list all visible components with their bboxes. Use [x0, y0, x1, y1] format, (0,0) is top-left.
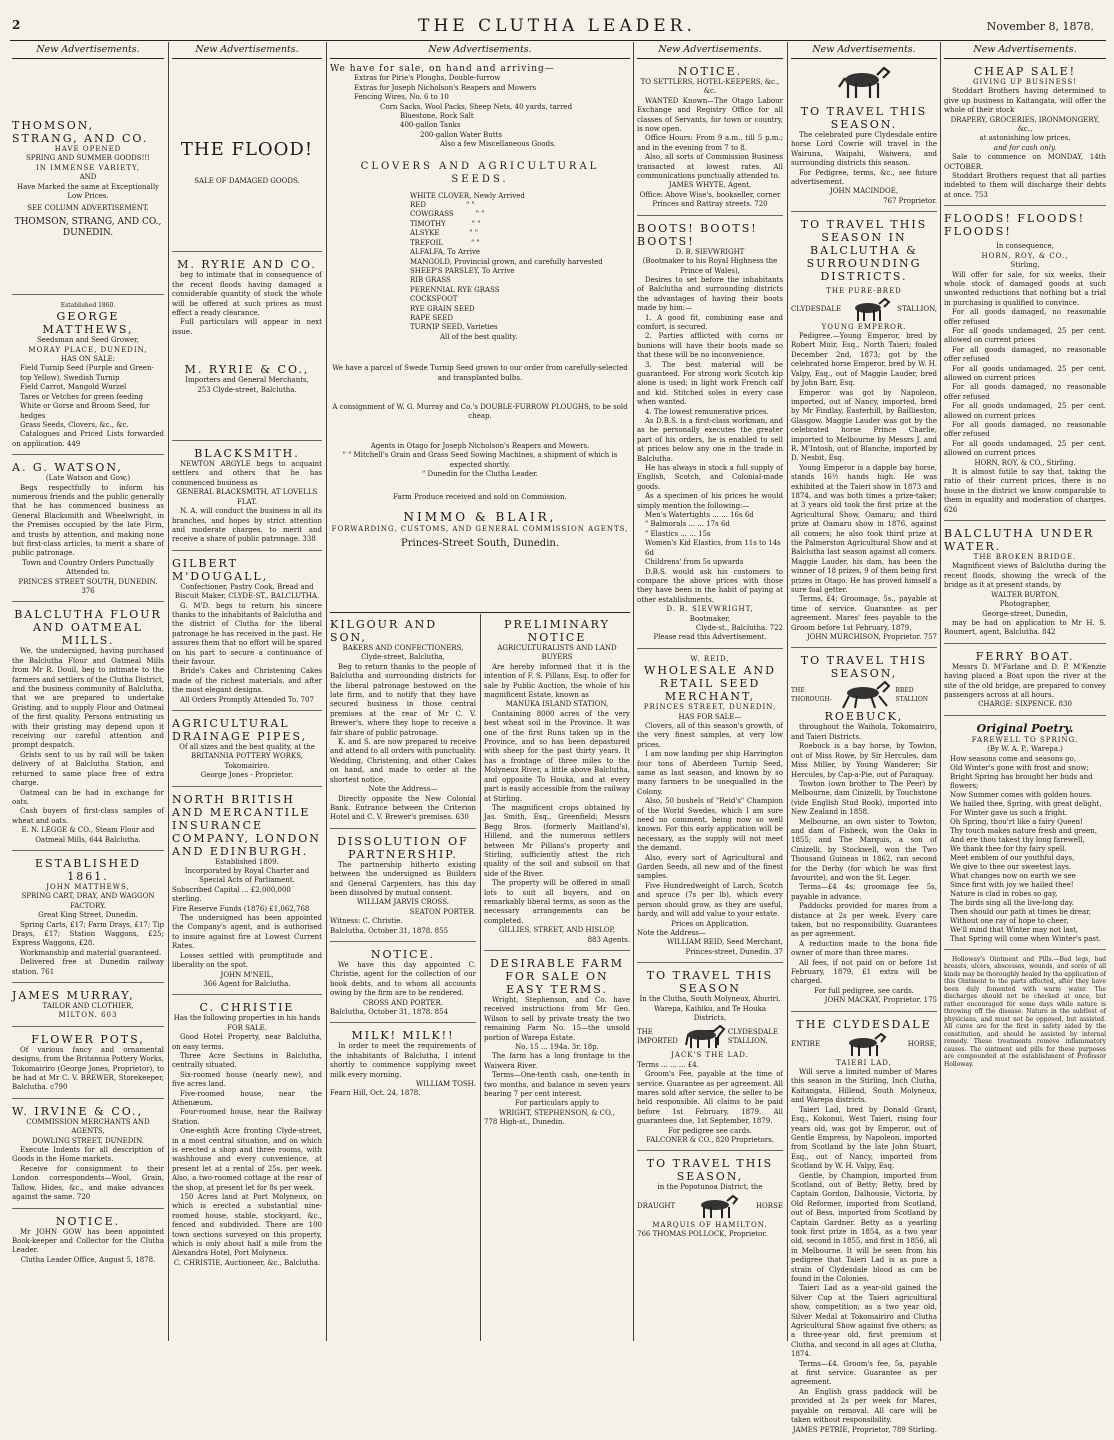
column-5 — [637, 44, 783, 1339]
ad-jacks-the-lad: TO TRAVEL THIS SEASON In the Clutha, South Molyneux, Ahuriri, Warepa, Kaihiku, and Te Houka Districts, THE IMPORTED CLYDESDALE STALLION, JACK'S THE LAD. Terms ... ... ... £4. Groom's Fee, payable at the time of service. Guarantee as per agreement. All mares sold after service, the seller to be held responsible. All claims to be paid before 1st February, 1879. All guarantees due, 1st September, 1879. For pedigree see cards. FALCONER & CO., 820 Proprietors. — [637, 969, 783, 1151]
ad-horn-roy-floods: FLOODS! FLOODS! FLOODS! In consequence, HORN, ROY, & CO., Stirling, Will offer for sale, for six weeks, their whole stock of damaged goods at such unwonted reductions that nothing but a trial in purchasing is qualified to convince. For all goods damaged, no reasonable offer refused For all goods undamaged, 25 per cent. allowed on current prices For all goods damaged, no reasonable offer refused For all goods undamaged, 25 per cent. allowed on current prices For all goods damaged, no reasonable offer refused For all goods undamaged, 25 per cent. allowed on current prices For all goods damaged, no reasonable offer refused For all goods undamaged, 25 per cent. allowed on current prices HORN, ROY, & CO., Stirling. It is almost futile to say that, taking the ratio of their current prices, there is no house in the district we know comparable to them in equality and moderation of charges. 626 — [944, 212, 1106, 521]
newspaper-title: THE CLUTHA LEADER. — [418, 16, 696, 36]
ad-drainage-pipes: AGRICULTURAL DRAINAGE PIPES, Of all sizes and the best quality, at the BRITANNIA POTTERY WORKS, Tokomairiro. George Jones - Proprietor. — [172, 717, 322, 787]
ad-blacksmith-argyle: BLACKSMITH. NEWTON ARGYLE begs to acquaint settlers and others that he has commenced business as GENERAL BLACKSMITH, AT LOVELLS FLAT. N. A. will conduct the business in all its branches, and hopes by strict attention and moderate charges, to merit and receive a share of public patronage. 338 — [172, 447, 322, 551]
horse-icon — [691, 1193, 741, 1221]
ad-roebuck: TO TRAVEL THIS SEASON, THE THOROUGH- BRED STALLION ROEBUCK, throughout the Waihola, Tokomairiro, and Taieri Districts. Roebuck is a bay horse, by Towton, out of Miss Rowe, by Sir Hercules, dam Miss Miller, by Young Wanderer; Sir Hercules, by Cap-a-Pie, out of Paraquay. Towton (own brother to The Peer) by Melbourne, dam Cinizelli, by Touchstone (vide English Stud Book), imported into New Zealand in 1858. Melbourne, an own sister to Towton, and dam of Fisbeck, won the Oaks in 1855; and The Marquis, a son of Cinizelli, by Stockwell, won the Two Thousand Guineas in 1862, ran second for the Derby (for which he was first favourite), and won the St. Leger. Terms—£4 4s; groomage fee 5s, payable in advance. Paddocks provided for mares from a distance at 2s per week. Every care taken, but no responsibility. Guarantees as per agreement. A reduction made to the bona fide owner of more than three mares. All fees, if not paid on or before 1st February, 1879, £1 extra will be charged. For full pedigree, see cards. JOHN MACKAY, Proprietor. 175 — [791, 654, 937, 1011]
ad-manuka-island: PRELIMINARY NOTICE AGRICULTURALISTS AND LAND BUYERS Are hereby informed that it is the intention of F. S. Pillans, Esq. to offer for sale by Public Auction, the whole of his magnificent Estate, known as MANUKA ISLAND STATION, Containing 8000 acres of the very best wheat soil in the Province. It was one of the first Runs taken up in the Province, and so has been depastured with sheep for the past thirty years. It has a frontage of three miles to the Molyneux River, a little above Balclutha, and opposite To Houka, and at every part is easily accessible from the railway at Stirling. The magnificent crops obtained by Jas. Smith, Esq., Greenfield; Messrs Begg Bros. (formerly Maitland's), Hillend, and the numerous settlers between Mr Pillans's property and Stirling, sufficiently attest the rich quality of the soil and subsoil on that side of the River. The property will be offered in small lots to suit all buyers, and on remarkably liberal terms, as soon as the necessary arrangements can be completed. GILLIES, STREET, AND HISLOP, 883 Agents. — [484, 618, 630, 951]
masthead — [0, 0, 1114, 40]
masthead-rule — [10, 40, 1106, 41]
ad-john-matthews: ESTABLISHED 1861. JOHN MATTHEWS, SPRING CART, DRAY, AND WAGGON FACTORY. Great King Street, Dunedin. Spring Carts, £17; Farm Drays, £17; Tip Drays, £17; Station Waggons, £25; Express Waggons, £28. Workmanship and material guaranteed. Delivered free at Dunedin railway station. 761 — [12, 857, 164, 983]
ad-balclutha-under-water: BALCLUTHA UNDER WATER. THE BROKEN BRIDGE. Magnificent views of Balclutha during the recent floods, showing the wreck of the bridge as it at present stands, by WALTER BURTON, Photographer, George-street, Dunedin, may be had on application to Mr H. S. Roumert, agent, Balclutha. 842 — [944, 527, 1106, 644]
column-1 — [12, 44, 164, 1339]
column-rule — [940, 42, 941, 1341]
column-rule — [787, 42, 788, 1341]
column-nimmo-blair — [330, 44, 630, 614]
column-rule — [168, 42, 169, 1341]
horse-icon — [846, 297, 892, 323]
column-4 — [484, 618, 630, 1338]
issue-date: November 8, 1878. — [986, 20, 1094, 33]
poem-farewell-to-spring: Original Poetry. FAREWELL TO SPRING. (By W. A. P., Warepa.) How seasons come and seasons go, Old Winter's gone with frost and snow; Bright Spring has brought her buds and flowers; Now Summer comes with golden hours. We hailed thee, Spring, with great delight, For Winter gave us such a fright. Oh Spring, thou'rt like a fairy Queen! Thy touch makes nature fresh and green, And ere thou takest thy long farewell, We thank thee for thy fairy spell. Meet emblem of our youthful days, We give to thee our sweetest lays. What changes now on earth we see Since first with joy we hailed thee! Nature is clad in robes so gay, The birds sing all the live-long day. Then should our path at times be drear, Without one ray of hope to cheer, We'll mind that Winter may not last, That Spring will come when Winter's past. — [944, 722, 1106, 950]
column-rule — [326, 42, 327, 1341]
column-rule — [633, 42, 634, 1341]
ad-ferry-boat: FERRY BOAT. Messrs D. M'Farlane and D. P. M'Kenzie having placed a Boat upon the river at the site of the old bridge, are prepared to convey passengers across at all hours. CHARGE: SIXPENCE. 830 — [944, 650, 1106, 716]
column-heading: New Advertisements. — [12, 44, 164, 59]
column-rule — [480, 614, 481, 1341]
ad-the-flood: THE FLOOD! SALE OF DAMAGED GOODS. — [172, 139, 322, 252]
ad-james-murray: JAMES MURRAY, TAILOR AND CLOTHIER, MILTON. 603 — [12, 989, 164, 1027]
column-heading: New Advertisements. — [791, 44, 937, 59]
ad-taieri-lad: THE CLYDESDALE ENTIRE HORSE, TAIERI LAD, Will serve a limited number of Mares this season in the Stirling, Inch Clutha, Kaitangata, Hillend, South Molyneux, and Warepa districts. Taieri Lad, bred by Donald Grant, Esq., Kokonui, West Taieri, rising four years old, was got by Emperor, out of Gentle Empress, by Napoleon, imported from Scotland by the late John Stuart, Esq., out of Nancy, imported from Scotland by W. H. Valpy, Esq. Gentle, by Champion, imported from Scotland, out of Betty; Betty, bred by Captain Gordon, Dalhousie, Victoria, by Old Reformer, imported from Scotland, out of Bess, imported from Scotland by Captain Gardner. Betty as a yearling took first prize in 1854, as a two year old, second in 1855, and first in 1856, all in Melbourne. It will be seen from his pedigree that Taieri Lad is as pure a strain of Clydesdale blood as can be found in the Colonies. Taieri Lad as a year-old gained the Silver Cup at the Taieri agricultural show, competition; as a two year old, Silver Medal at Tokomairiro and Clutha Agricultural Show against five others; as a three-year old, first premium at Clutha, and second in all ages at Clutha, 1874. Terms—£4. Groom's fee, 5s, payable at first service. Guarantee as per agreement. An English grass paddock will be provided at 2s per week for Mares, payable on removal. All care will be taken without responsibility. JAMES PETRIE, Proprietor, 789 Stirling. — [791, 1017, 937, 1434]
ad-nimmo-blair: We have for sale, on hand and arriving— Extras for Pirie's Ploughs, Double-furrow Extras for Joseph Nicholson's Reapers and Mowers Fencing Wires, No. 6 to 10 Corn Sacks, Wool Packs, Sheep Nets, 40 yards, tarred Bluestone, Rock Salt 400-gallon Tanks 200-gallon Water Butts Also a few Miscellaneous Goods. CLOVERS AND AGRICULTURAL SEEDS. WHITE CLOVER, Newly Arrived RED " " COWGRASS " " TIMOTHY " " ALSYKE " " TREFOIL " " ALFALFA, To Arrive MANGOLD, Provincial grown, and carefully harvested SHEEP'S PARSLEY, To Arrive RIB GRASS PERENNIAL RYE GRASS COCKSFOOT RYE GRAIN SEED RAPE SEED TURNIP SEED, Varieties All of the best quality. We have a parcel of Swede Turnip Seed grown to our order from carefully-selected and transplanted bulbs. A consignment of W. G. Murray and Co.'s DOUBLE-FURROW PLOUGHS, to be sold cheap. Agents in Otago for Joseph Nicholson's Reapers and Mowers. " " Mitchell's Grain and Grass Seed Sowing Machines, a shipment of which is expected shortly. " Dunedin for the Clutha Leader. Farm Produce received and sold on Commission. NIMMO & BLAIR, FORWARDING, CUSTOMS, AND GENERAL COMMISSION AGENTS, Princes-Street South, Dunedin. — [330, 64, 629, 550]
horse-icon — [839, 1031, 889, 1059]
column-3 — [330, 618, 476, 1338]
seed-list: WHITE CLOVER, Newly Arrived RED " " COWGRASS " " TIMOTHY " " ALSYKE " " TREFOIL " " ALFALFA, To Arrive MANGOLD, Provincial grown, and carefully harvested SHEEP'S PARSLEY, To Arrive RIB GRASS PERENNIAL RYE GRASS COCKSFOOT RYE GRAIN SEED RAPE SEED TURNIP SEED, Varieties All of the best quality. — [410, 191, 603, 341]
ad-desirable-farm: DESIRABLE FARM FOR SALE ON EASY TERMS. Wright, Stephenson, and Co. have received instructions from Mr Geo. Wilson to sell by private treaty the two remaining Farm No. 15—the unsold portion of Warepa Estate. No. 15 ... 194a. 3r. 18p. The farm has a long frontage to the Waiwera River. Terms—One-tenth cash, one-tenth in two months, and balance in seven years bearing 7 per cent interest. For particulars apply to WRIGHT, STEPHENSON, & CO., 778 High-st., Dunedin. — [484, 957, 630, 1127]
ad-stoddart-sale: CHEAP SALE! GIVING UP BUSINESS! Stoddart Brothers having determined to give up business in Kaitangata, will offer the whole of their stock DRAPERY, GROCERIES, IRONMONGERY, &c., at astonishing low prices, and for cash only. Sale to commence on MONDAY, 14th OCTOBER. Stoddart Brothers request that all parties indebted to them will discharge their debts at once. 753 — [944, 65, 1106, 206]
column-heading: New Advertisements. — [944, 44, 1106, 59]
ad-christie: C. CHRISTIE Has the following properties in his hands FOR SALE. Good Hotel Property, near Balclutha, on easy terms. Three Acre Sections in Balclutha, centrally situated. Six-roomed house (nearly new), and five acres land. Five-roomed house, near the Athenæum. Four-roomed house, near the Railway Station. One-eighth Acre fronting Clyde-street, in a most central situation, and on which is erected a shop and three rooms, with washhouse and every convenience, at present let at a rental of 25s. per week. Also, a two-roomed cottage at the rear of the shop, at present let for 8s per week. 150 Acres land at Port Molyneux, on which is erected a substantial nine-roomed house, stable, stockyard, &c., fenced and subdivided. There are 100 town sections surveyed on this property, which is only about half a mile from the Alexandra Hotel, Port Molyneux. C. CHRISTIE, Auctioneer, &c., Balclutha. — [172, 1001, 322, 1267]
ad-north-british: NORTH BRITISH AND MERCANTILE INSURANCE COMPANY, LONDON AND EDINBURGH. Established 1809. Incorporated by Royal Charter and Special Acts of Parliament. Subscribed Capital ... £2,000,000 sterling. Fire Reserve Funds (1876) £1,062,768 The undersigned has been appointed the Company's agent, and is authorised to insure against fire at Lowest Current Rates. Losses settled with promptitude and liberality on the spot. JOHN M'NEIL, 366 Agent for Balclutha. — [172, 793, 322, 996]
ad-flower-pots: FLOWER POTS, Of various fancy and ornamental designs, from the Britannia Pottery Works, Tokomairiro (George Jones, Proprietor), to be had at Mr C. V. BREWER, Storekeeper, Balclutha. c790 — [12, 1033, 164, 1099]
ad-kilgour: KILGOUR AND SON, BAKERS AND CONFECTIONERS, Clyde-street, Balclutha, Beg to return thanks to the people of Balclutha and surrounding districts for the liberal patronage bestowed on the late firm, and to notify that they have secured business in those central premises at the rear of Mr C. V. Brewer's, where they hope to receive a fair share of public patronage. K. and S. are now prepared to receive and attend to all orders with punctuality. Wedding, Christening, and other Cakes on hand, and made to order at the shortest notice. Note the Address— Directly opposite the New Colonial Bank. Entrance between the Criterion Hotel and C. V. Brewer's premises. 630 — [330, 618, 476, 829]
column-heading: New Advertisements. — [330, 44, 630, 59]
horse-icon — [834, 65, 894, 101]
ad-thomson-strang: THOMSON, STRANG, AND CO. HAVE OPENED SPRING AND SUMMER GOODS!!! IN IMMENSE VARIETY, AND Have Marked the same at Exceptionally Low Prices. SEE COLUMN ADVERTISEMENT. THOMSON, STRANG, AND CO., DUNEDIN. — [12, 119, 164, 295]
ad-notice-gow: NOTICE. Mr JOHN GOW has been appointed Book-keeper and Collector for the Clutha Leader. Clutha Leader Office, August 5, 1878. — [12, 1214, 164, 1264]
column-heading: New Advertisements. — [172, 44, 322, 59]
ad-dissolution: DISSOLUTION OF PARTNERSHIP. The partnership hitherto existing between the undersigned as Builders and General Carpenters, has this day been dissolved by mutual consent. WILLIAM JARVIS CROSS. SEATON PORTER. Witness: C. Christie. Balclutha, October 31, 1878. 855 — [330, 835, 476, 942]
column-7 — [944, 44, 1106, 1339]
ad-young-emperor: TO TRAVEL THIS SEASON IN BALCLUTHA & SURROUNDING DISTRICTS. THE PURE-BRED CLYDESDALE STALLION, YOUNG EMPEROR. Pedigree.—Young Emperor, bred by Robert Muir, Esq., North Taieri; foaled December 2nd, 1873; got by the celebrated horse Emperor, bred by W. H. Valpy, Esq., out of Maggie Lauder, bred by John Barr, Esq. Emperor was got by Napoleon, imported, out of Nancy, imported, bred by Mr Findlay, Easterhill, by Baillieston, Glasgow. Maggie Lauder was got by the celebrated horse Prince Charlie, imported to Melbourne by Messrs J. and R. M'Intosh, out of Blanche, imported by D. Nesbit, Esq. Young Emperor is a dapple bay horse, stands 16½ hands high. He was exhibited at the Taieri show in 1873 and 1874, and was both times a prize-taker; at 3 years old took the first prize at the Agricultural Show, Oamaru; and third prize at Oamaru show in 1876, against all comers; he also took third prize at the Palmerston Agricultural Show and at Balclutha last season against all comers. Maggie Lauder, his dam, has been the winner of 18 prizes, 9 of them being first prizes in Otago. He has proved himself a sure foal getter. Terms, £4; Groomage, 5s., payable at time of service. Guarantee as per agreement. Mares' fees payable to the Groom before 1st February, 1879. JOHN MURCHISON, Proprietor. 757 — [791, 218, 937, 648]
ad-lord-cowrie: TO TRAVEL THIS SEASON. The celebrated pure Clydesdale entire horse Lord Cowrie will travel in the Wairuna, Waipahi, Waiwera, and surrounding districts this season. For Pedigree, terms, &c., see future advertisement. JOHN MACINDOE, 767 Proprietor. — [791, 65, 937, 212]
ad-marquis-hamilton: TO TRAVEL THIS SEASON, in the Popotunoa District, the DRAUGHT HORSE MARQUIS OF HAMILTON. 766 THOMAS POLLOCK, Proprietor. — [637, 1157, 783, 1239]
column-heading: New Advertisements. — [637, 44, 783, 59]
column-6 — [791, 44, 937, 1434]
ad-george-matthews: Established 1860. GEORGE MATTHEWS, Seedsman and Seed Grower, MORAY PLACE, DUNEDIN, HAS ON SALE: Field Turnip Seed (Purple and Green-top Yellow), Swedish Turnip Field Carrot, Mangold Wurzel Tares or Vetches for green feeding White or Gorse and Broom Seed, for hedges Grass Seeds, Clovers, &c., &c. Catalogues and Priced Lists forwarded on application. 449 — [12, 301, 164, 455]
ad-holloway: Holloway's Ointment and Pills.—Bad legs, bad breasts, ulcers, abscesses, wounds, and sores of all kinds may be thoroughly healed by the application of this Ointment to the parts affected, after they have been duly fomented with warm water. The discharges should not be checked at once, but rather encouraged for some days while nature is throwing off the disease. Nature in the subtlest of physicians, and must not be opposed, but assisted. All cures are for the first in safety aided by the constitution, and should be assisted by internal remedy. These treatments remove inflammatory causes. The ointment and pills for these purposes are compounded at the establishment of Professor Holloway. — [944, 955, 1106, 1068]
ad-sievwright: BOOTS! BOOTS! BOOTS! D. B. SIEVWRIGHT (Bootmaker to his Royal Highness the Prince of Wales), Desires to set before the inhabitants of Balclutha and surrounding districts the advantages of having their boots made by him:— 1. A good fit, combining ease and comfort, is secured. 2. Parties afflicted with corns or bunions will have their boots made so that these will be no inconvenience. 3. The best material will be guaranteed. For strong work Scotch kip alone is used; in light work French calf and kid. Stitched soles in every case when wanted. 4. The lowest remunerative prices. As D.B.S. is a first-class workman, and as he personally executes the greater part of his orders, he is enabled to sell at prices below any one in the trade in Balclutha. He has always in stock a full supply of English, Scotch, and Colonial-made goods. As a specimen of his prices he would simply mention the following:— Men's Watertights ... ... 16s 6d " Balmorals ... ... 17s 6d " Elastics ... ... 15s Women's Kid Elastics, from 11s to 14s 6d Childrens' from 5s upwards D.B.S. would ask his customers to compare the above prices with those they have been in the habit of paying at other establishments. D. B. SIEVWRIGHT, Bootmaker, Clyde-st., Balclutha. 722 Please read this Advertisement. — [637, 222, 783, 649]
ad-milk: MILK! MILK!! In order to meet the requirements of the inhabitants of Balclutha, I intend shortly to commence supplying sweet milk every morning. WILLIAM TOSH. Fearn Hill, Oct. 24, 1878. — [330, 1029, 476, 1098]
ad-w-reid: W. REID, WHOLESALE AND RETAIL SEED MERCHANT, PRINCES STREET, DUNEDIN, HAS FOR SALE— Clovers, all of this season's growth, of the very finest samples, at very low prices. I am now landing per ship Harrington four tons of Aberdeen Turnip Seed, same as last season, and known by so many farmers to be unequalled in the Colony. Also, 50 bushels of "Reid's" Champion of the World Swedes, which I am sure need no comment, being now so well known. For this early application will be necessary, as the supply will not meet the demand. Also, every sort of Agricultural and Garden Seeds, all new and of the finest samples. Five Hundredweight of Larch, Scotch and spruce (7s per lb), which every person should grow, as they are useful, hardy, and will add value to your estate. Prices on Application. Note the Address— WILLIAM REID, Seed Merchant, Princes-street, Dunedin. 37 — [637, 655, 783, 963]
column-2 — [172, 44, 322, 1339]
ad-labour-exchange: NOTICE. TO SETTLERS, HOTEL-KEEPERS, &c., &c. WANTED Known—The Otago Labour Exchange and Registry Office for all classes of Servants, for town or country, is now open. Office Hours: From 9 a.m., till 5 p.m.; and in the evening from 7 to 8. Also, all sorts of Commission Business transacted at lowest rates. All communications punctually attended to. JAMES WHYTE, Agent, Office: Above Wise's, bookseller, corner Princes and Rattray streets. 720 — [637, 65, 783, 216]
page-number: 2 — [12, 18, 21, 32]
section-rule — [330, 612, 630, 613]
ad-ryrie: M. RYRIE AND CO. beg to intimate that in consequence of the recent floods having damaged a considerable quantity of stock the whole will be offered at such prices as must effect a ready clearance. Full particulars will appear in next issue. M. RYRIE & CO., Importers and General Merchants, 253 Clyde-street, Balclutha. — [172, 258, 322, 441]
horse-icon — [678, 1023, 728, 1051]
horse-icon — [835, 680, 895, 710]
ad-notice-cross-porter: NOTICE. We have this day appointed C. Christie, agent for the collection of our book debts, and to whom all accounts owing by the firm are to be rendered. CROSS AND PORTER. Balclutha, October 31, 1878. 854 — [330, 948, 476, 1023]
ad-balclutha-mills: BALCLUTHA FLOUR AND OATMEAL MILLS. We, the undersigned, having purchased the Balclutha Flour and Oatmeal Mills from Mr R. Douil, beg to intimate to the farmers and settlers of the Clutha District, and the business community of Balclutha, that we are prepared to undertake Gristing, and to supply Flour and Oatmeal of the first quality. Persons entrusting us with their gristing may depend upon it receiving our careful attention and prompt despatch. Grists sent to us by rail will be taken delivery of at Balclutha Station, and returned to same place free of extra charge. Oatmeal can be had in exchange for oats. Cash buyers of first-class samples of wheat and oats. E. N. LEGGE & CO., Steam Flour and Oatmeal Mills, 644 Balclutha. — [12, 608, 164, 851]
ad-watson-blacksmith: A. G. WATSON, (Late Watson and Gow,) Begs respectfully to inform his numerous friends and the public generally that he has commenced business as General Blacksmith and Wheelwright, in the Premises occupied by the late Firm, and trusts by attention, and making none but first-class articles, to merit a share of public patronage. Town and Country Orders Punctually Attended to. PRINCES STREET SOUTH, DUNEDIN. 376 — [12, 461, 164, 602]
ad-irvine: W. IRVINE & CO., COMMISSION MERCHANTS AND AGENTS, DOWLING STREET, DUNEDIN. Execute Indents for all description of Goods in the Home markets. Receive for consignment to their London correspondents—Wool, Grain, Tallow, Hides, &c., and make advances against the same. 720 — [12, 1105, 164, 1209]
ad-mdougall: GILBERT M'DOUGALL, Confectioner, Pastry Cook, Bread and Biscuit Maker, CLYDE-ST., BALCLUTHA. G. M'D. begs to return his sincere thanks to the inhabitants of Balclutha and the district of Clutha for the liberal patronage he has received in the past. He assures them that no effort will be spared on his part to secure a continuance of their favour. Bride's Cakes and Christening Cakes made of the richest materials, and after the most elegant designs. All Orders Promptly Attended To. 707 — [172, 557, 322, 711]
